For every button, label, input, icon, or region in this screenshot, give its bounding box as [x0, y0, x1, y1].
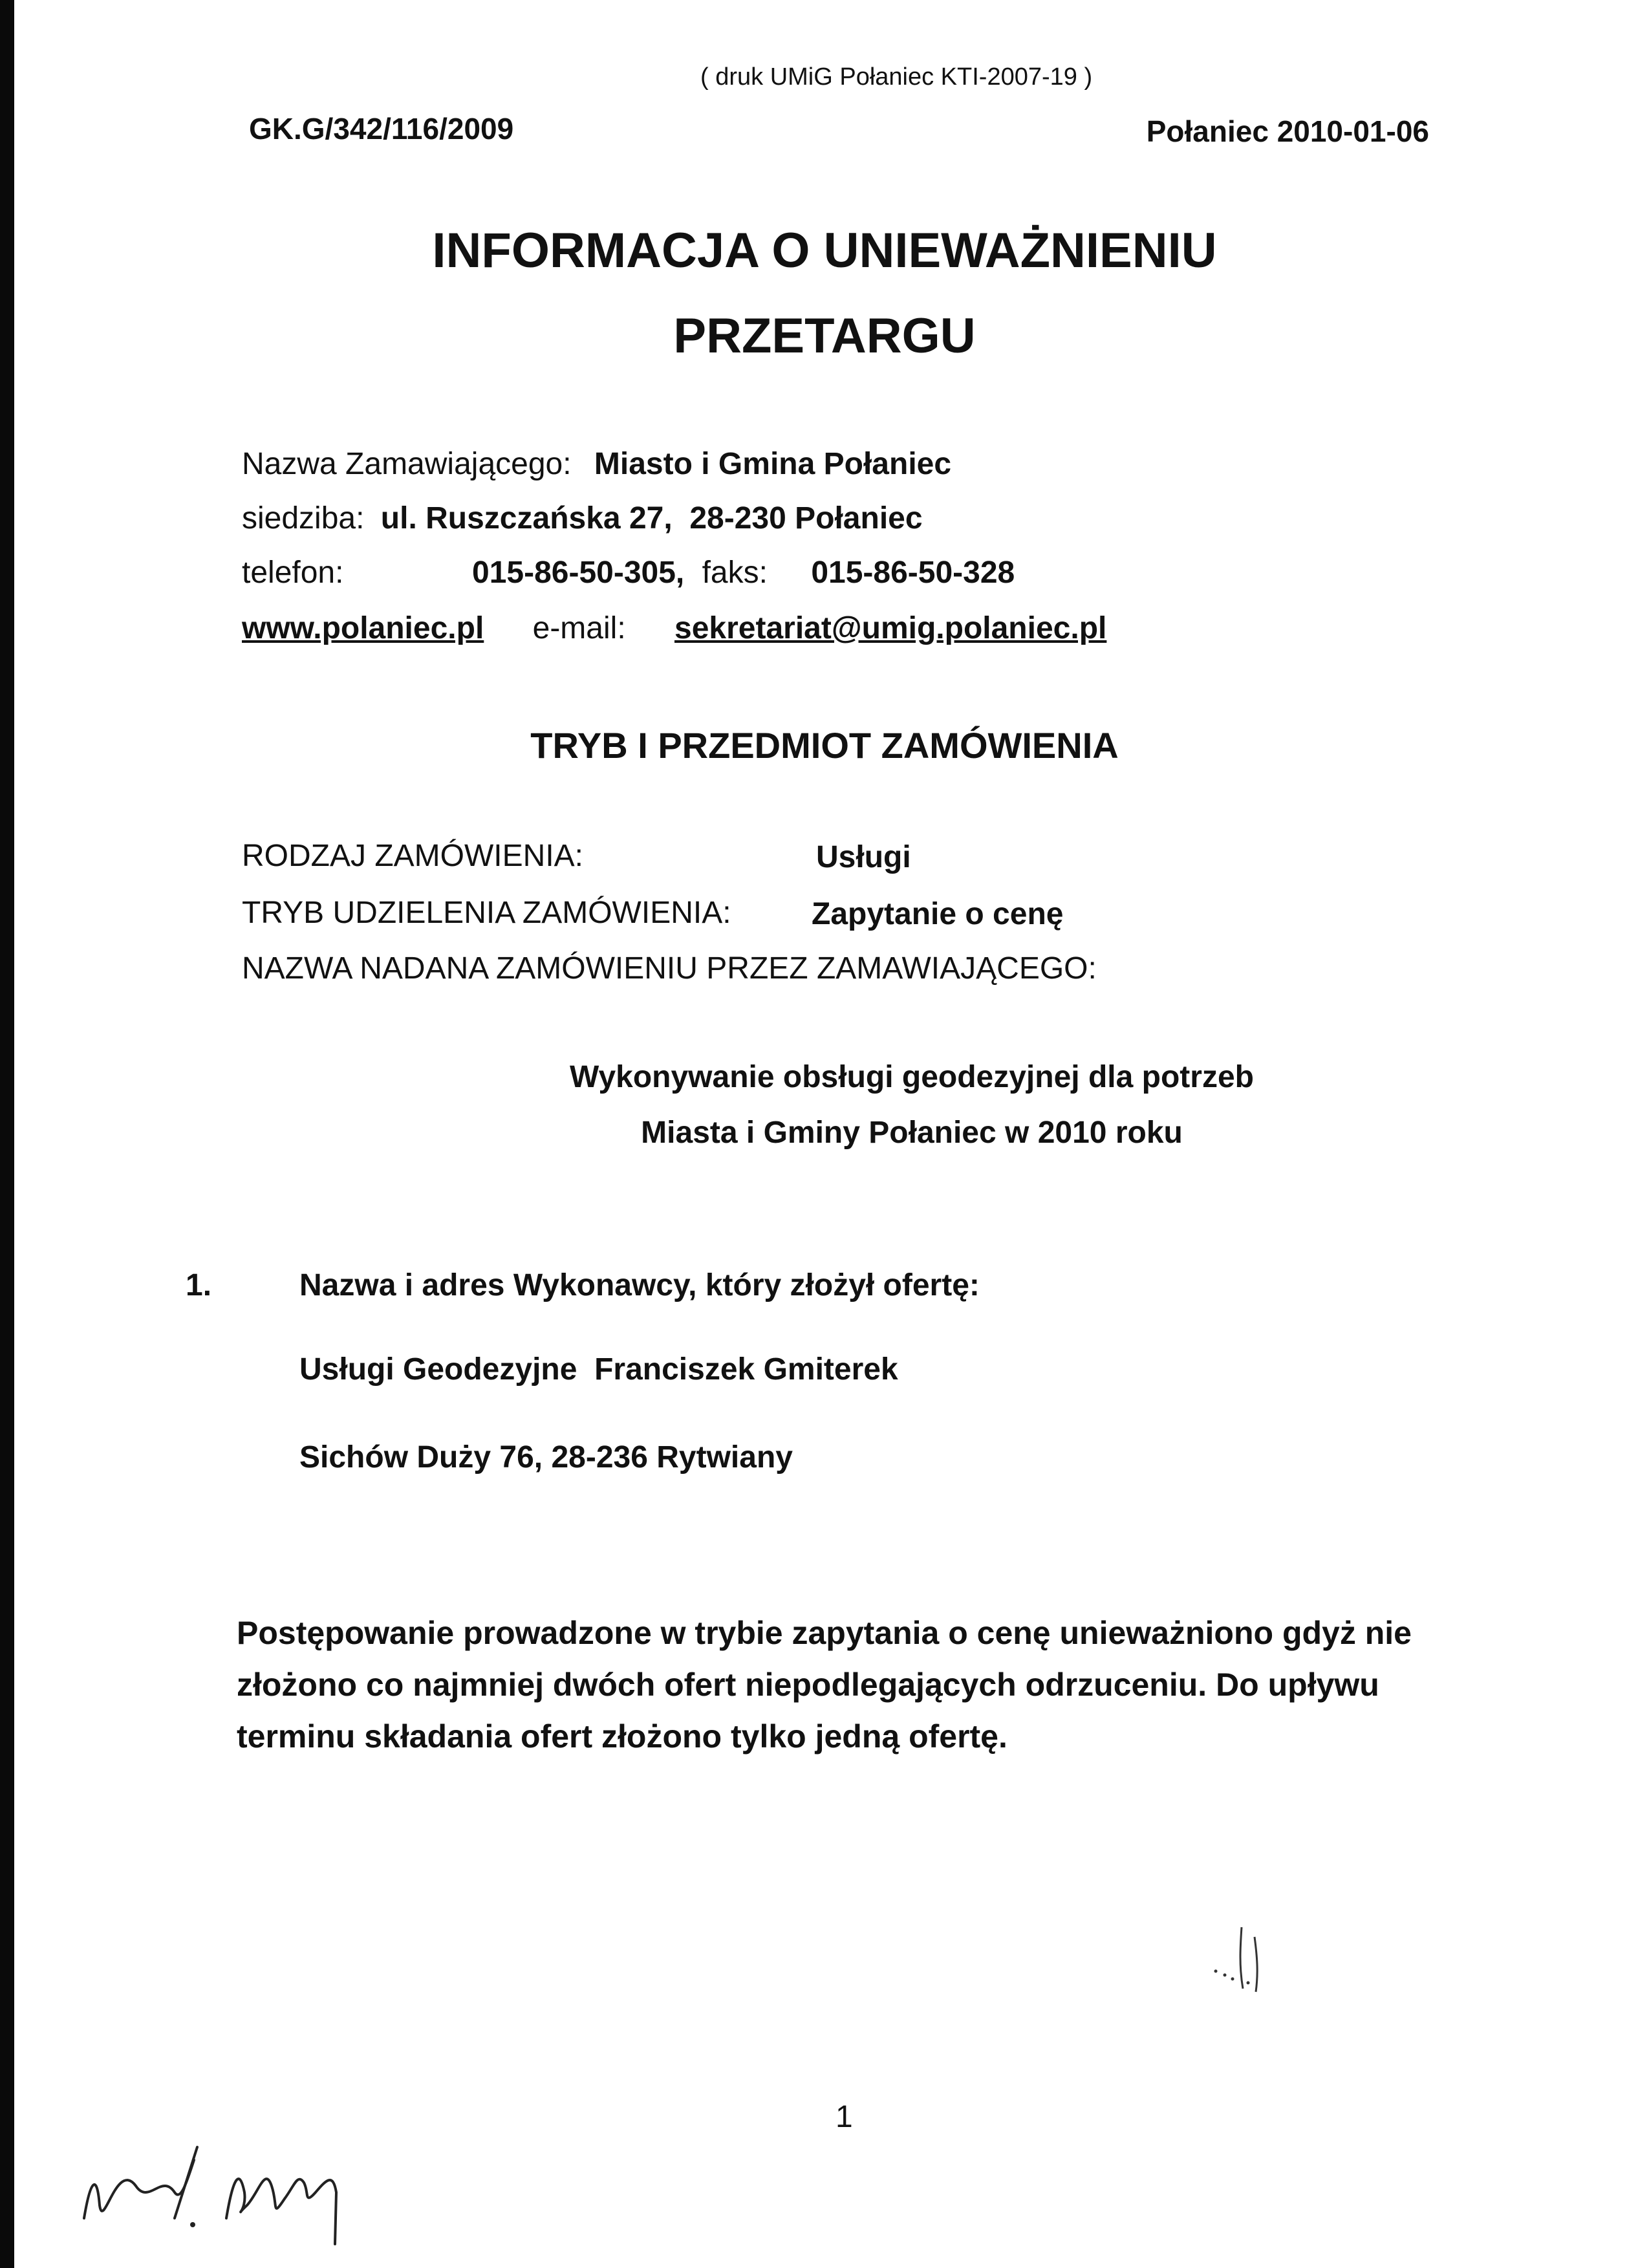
statement-line2: złożono co najmniej dwóch ofert niepodlegających odrzuceniu. Do upływu: [237, 1667, 1379, 1703]
statement-line1: Postępowanie prowadzone w trybie zapytania o cenę unieważniono gdyż nie: [237, 1615, 1412, 1651]
procedure-section-heading: TRYB I PRZEDMIOT ZAMÓWIENIA: [530, 725, 1119, 766]
fax-label: faks:: [702, 556, 768, 590]
order-type-value: Usługi: [816, 840, 911, 874]
handwritten-initials-icon: [1203, 1921, 1280, 1998]
authority-name-value: Miasto i Gmina Połaniec: [594, 447, 952, 481]
website-link[interactable]: www.polaniec.pl: [242, 611, 484, 645]
authority-name-row: [242, 446, 951, 482]
page-number: 1: [835, 2100, 853, 2134]
reference-number: GK.G/342/116/2009: [249, 112, 514, 146]
authority-phone-row: [242, 555, 343, 590]
authority-seat-row: [242, 501, 923, 536]
authority-web-row: [242, 610, 1106, 646]
contractor-name: Usługi Geodezyjne Franciszek Gmiterek: [299, 1352, 898, 1387]
award-mode-label: TRYB UDZIELENIA ZAMÓWIENIA:: [242, 896, 731, 930]
print-form-note: ( druk UMiG Połaniec KTI-2007-19 ): [700, 63, 1093, 91]
authority-name-label: Nazwa Zamawiającego:: [242, 447, 572, 481]
document-title-line1: INFORMACJA O UNIEWAŻNIENIU: [432, 223, 1217, 278]
order-name-label: NAZWA NADANA ZAMÓWIENIU PRZEZ ZAMAWIAJĄCEGO:: [242, 951, 1097, 986]
handwritten-signature-icon: [78, 2121, 356, 2251]
contractor-heading: Nazwa i adres Wykonawcy, który złożył ofertę:: [299, 1268, 980, 1302]
document-title-line2: PRZETARGU: [673, 308, 976, 363]
phone-label: telefon:: [242, 556, 344, 590]
email-label: e-mail:: [532, 611, 626, 645]
statement-line3: terminu składania ofert złożono tylko jedną ofertę.: [237, 1718, 1008, 1755]
order-type-label: RODZAJ ZAMÓWIENIA:: [242, 839, 583, 873]
fax-value: 015-86-50-328: [811, 556, 1015, 590]
email-link[interactable]: sekretariat@umig.polaniec.pl: [674, 611, 1107, 645]
authority-seat-label: siedziba:: [242, 501, 365, 535]
contractor-item-number: 1.: [186, 1268, 212, 1302]
contractor-address: Sichów Duży 76, 28-236 Rytwiany: [299, 1440, 793, 1474]
authority-seat-value: ul. Ruszczańska 27, 28-230 Połaniec: [380, 501, 923, 535]
place-and-date: Połaniec 2010-01-06: [1146, 114, 1429, 148]
order-name-line2: Miasta i Gminy Połaniec w 2010 roku: [641, 1116, 1183, 1150]
authority-phone-values: [472, 555, 1015, 590]
order-name-line1: Wykonywanie obsługi geodezyjnej dla potrzeb: [570, 1060, 1254, 1094]
award-mode-value: Zapytanie o cenę: [812, 897, 1064, 931]
phone-value: 015-86-50-305,: [472, 556, 685, 590]
